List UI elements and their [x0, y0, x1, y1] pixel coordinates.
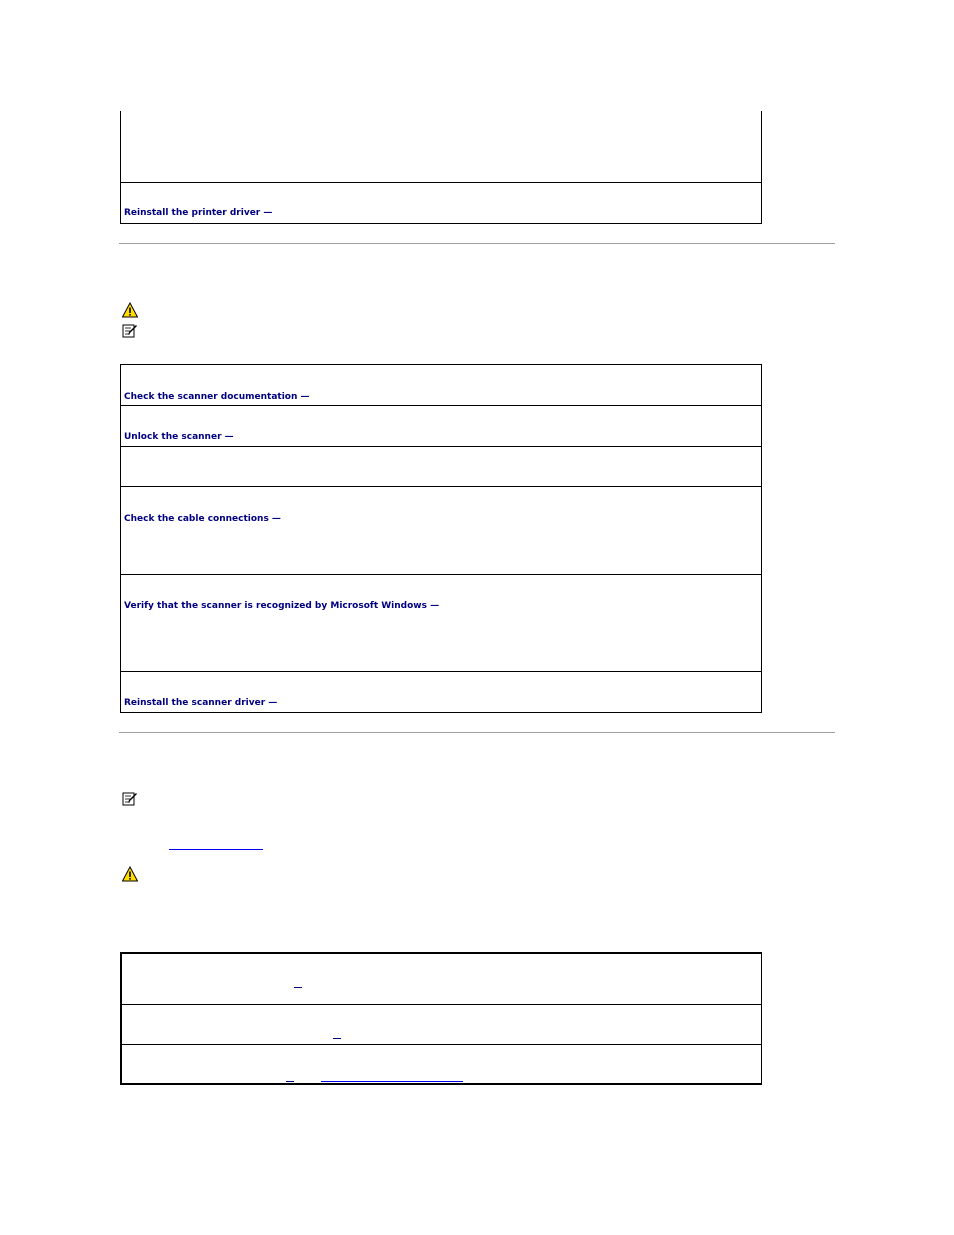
verify-scanner-recognized-label[interactable]: Verify that the scanner is recognized by Microsoft Windows — [124, 601, 440, 611]
row-link-underline[interactable] [294, 987, 302, 988]
note-icon [122, 323, 138, 339]
section-divider [119, 243, 835, 244]
scanner-troubleshooting-table [120, 364, 762, 713]
reinstall-printer-driver-label[interactable]: Reinstall the printer driver — [124, 208, 273, 218]
row-link-underline[interactable] [333, 1038, 341, 1039]
third-row-1 [122, 954, 761, 1004]
unlock-scanner-label[interactable]: Unlock the scanner — [124, 432, 234, 442]
row-link-underline[interactable] [286, 1081, 294, 1082]
check-scanner-documentation-label[interactable]: Check the scanner documentation — [124, 392, 310, 402]
scanner-row-check-documentation [121, 365, 761, 405]
check-cable-connections-label[interactable]: Check the cable connections — [124, 514, 281, 524]
printer-troubleshooting-table [120, 111, 762, 224]
scanner-row-windows-recognition [121, 574, 761, 671]
row-link-underline[interactable] [321, 1081, 463, 1082]
caution-icon [122, 302, 138, 318]
third-troubleshooting-table [120, 952, 762, 1085]
scanner-row-unlock [121, 405, 761, 446]
reinstall-scanner-driver-label[interactable]: Reinstall the scanner driver — [124, 698, 278, 708]
link-underline[interactable] [169, 849, 263, 850]
printer-row-reinstall-driver [121, 182, 761, 223]
scanner-row-cable-connections [121, 486, 761, 574]
printer-row-continued [121, 111, 761, 182]
third-row-2 [122, 1004, 761, 1044]
note-icon [122, 791, 138, 807]
caution-icon [122, 866, 138, 882]
third-row-3 [122, 1044, 761, 1084]
scanner-row-blank [121, 446, 761, 486]
section-divider [119, 732, 835, 733]
scanner-row-reinstall-driver [121, 671, 761, 712]
